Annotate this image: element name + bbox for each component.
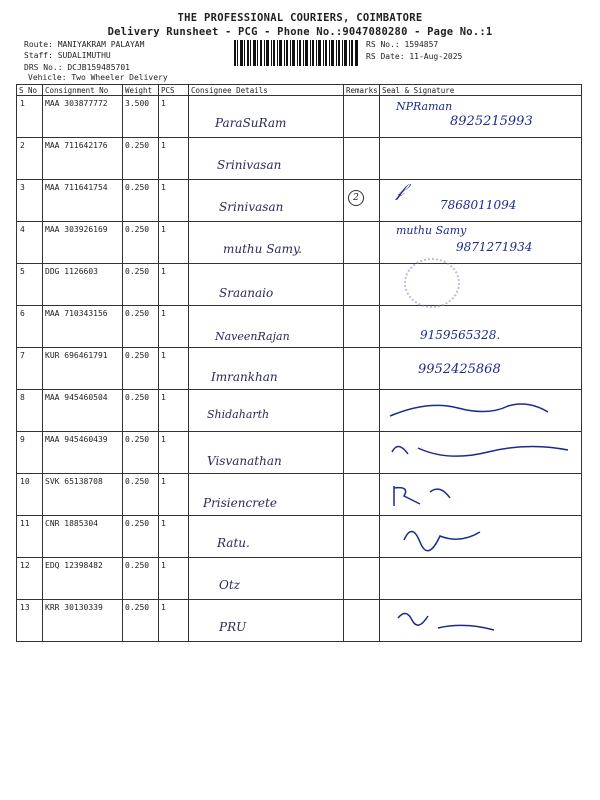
cell-remarks xyxy=(344,348,380,390)
cell-consignment: MAA 710343156 xyxy=(43,306,123,348)
consignee-handwriting: Shidaharth xyxy=(207,408,270,421)
cell-consignment: MAA 711641754 xyxy=(43,180,123,222)
cell-pcs: 1 xyxy=(159,264,189,306)
cell-weight: 0.250 xyxy=(123,474,159,516)
cell-signature xyxy=(380,96,582,138)
cell-signature xyxy=(380,264,582,306)
cell-consignee xyxy=(189,138,344,180)
cell-consignee xyxy=(189,516,344,558)
staff-label: Staff: SUDALIMUTHU xyxy=(24,51,111,60)
cell-consignee xyxy=(189,474,344,516)
table-row xyxy=(17,432,582,474)
cell-sno: 13 xyxy=(17,600,43,642)
cell-weight: 0.250 xyxy=(123,264,159,306)
cell-signature xyxy=(380,348,582,390)
cell-consignment: SVK 65138708 xyxy=(43,474,123,516)
cell-weight: 0.250 xyxy=(123,516,159,558)
header-sno: S No xyxy=(17,85,43,96)
table-row xyxy=(17,306,582,348)
table-row xyxy=(17,390,582,432)
cell-pcs: 1 xyxy=(159,432,189,474)
cell-pcs: 1 xyxy=(159,222,189,264)
cell-consignment: DDG 1126603 xyxy=(43,264,123,306)
cell-pcs: 1 xyxy=(159,348,189,390)
cell-sno: 12 xyxy=(17,558,43,600)
consignee-handwriting: ParaSuRam xyxy=(215,116,287,130)
cell-signature xyxy=(380,222,582,264)
table-header-row xyxy=(17,85,582,96)
cell-remarks xyxy=(344,390,380,432)
signature-handwriting: muthu Samy xyxy=(396,224,467,237)
table-row xyxy=(17,264,582,306)
cell-remarks xyxy=(344,600,380,642)
cell-signature xyxy=(380,390,582,432)
cell-consignee xyxy=(189,348,344,390)
consignee-handwriting: muthu Samy. xyxy=(223,242,302,256)
cell-remarks xyxy=(344,222,380,264)
header-seal-signature: Seal & Signature xyxy=(380,85,582,96)
consignee-handwriting: Prisiencrete xyxy=(203,496,277,510)
cell-pcs: 1 xyxy=(159,558,189,600)
cell-remarks xyxy=(344,138,380,180)
signature-handwriting: NPRaman xyxy=(396,100,453,113)
cell-sno: 8 xyxy=(17,390,43,432)
cell-signature xyxy=(380,432,582,474)
cell-consignee xyxy=(189,306,344,348)
cell-pcs: 1 xyxy=(159,180,189,222)
route-label: Route: MANIYAKRAM PALAYAM xyxy=(24,40,145,49)
table-row xyxy=(17,180,582,222)
consignee-handwriting: Imrankhan xyxy=(211,370,278,384)
cell-remarks xyxy=(344,516,380,558)
header-consignment: Consignment No xyxy=(43,85,123,96)
cell-pcs: 1 xyxy=(159,390,189,432)
company-title: THE PROFESSIONAL COURIERS, COIMBATORE xyxy=(177,12,423,24)
cell-weight: 0.250 xyxy=(123,306,159,348)
header-consignee: Consignee Details xyxy=(189,85,344,96)
cell-consignee xyxy=(189,222,344,264)
cell-signature xyxy=(380,180,582,222)
table-row xyxy=(17,96,582,138)
runsheet-subtitle: Delivery Runsheet - PCG - Phone No.:9047080280 - Page No.:1 xyxy=(107,26,493,38)
cell-consignment: MAA 711642176 xyxy=(43,138,123,180)
cell-remarks xyxy=(344,558,380,600)
signature-scribble-icon xyxy=(388,396,568,424)
signature-scribble-icon xyxy=(400,520,500,552)
consignee-handwriting: Srinivasan xyxy=(217,158,282,172)
cell-pcs: 1 xyxy=(159,96,189,138)
cell-weight: 0.250 xyxy=(123,558,159,600)
signature-mark-icon: 𝒻 xyxy=(396,180,405,201)
signature-scribble-icon xyxy=(394,604,514,636)
cell-sno: 5 xyxy=(17,264,43,306)
cell-remarks xyxy=(344,264,380,306)
consignee-handwriting: Srinivasan xyxy=(219,200,284,214)
signature-phone: 9159565328. xyxy=(420,328,501,342)
cell-signature xyxy=(380,516,582,558)
consignee-handwriting: Sraanaio xyxy=(219,286,274,300)
barcode xyxy=(234,40,358,66)
cell-pcs: 1 xyxy=(159,306,189,348)
table-row xyxy=(17,222,582,264)
cell-weight: 0.250 xyxy=(123,138,159,180)
consignee-handwriting: NaveenRajan xyxy=(215,330,290,343)
cell-sno: 1 xyxy=(17,96,43,138)
cell-weight: 0.250 xyxy=(123,180,159,222)
cell-sno: 6 xyxy=(17,306,43,348)
cell-weight: 0.250 xyxy=(123,222,159,264)
cell-weight: 0.250 xyxy=(123,348,159,390)
cell-remarks xyxy=(344,180,380,222)
table-row xyxy=(17,348,582,390)
consignee-handwriting: Ratu. xyxy=(217,536,250,550)
cell-consignee xyxy=(189,558,344,600)
cell-consignee xyxy=(189,600,344,642)
cell-remarks xyxy=(344,474,380,516)
cell-consignee xyxy=(189,180,344,222)
cell-sno: 11 xyxy=(17,516,43,558)
vehicle-label: Vehicle: Two Wheeler Delivery xyxy=(28,73,168,82)
header-pcs: PCS xyxy=(159,85,189,96)
table-row xyxy=(17,558,582,600)
header-weight: Weight xyxy=(123,85,159,96)
stamp-icon xyxy=(404,258,460,308)
cell-weight: 0.250 xyxy=(123,600,159,642)
rs-date: RS Date: 11-Aug-2025 xyxy=(366,52,463,61)
table-row xyxy=(17,600,582,642)
cell-signature xyxy=(380,138,582,180)
cell-consignment: MAA 945460504 xyxy=(43,390,123,432)
runsheet-table xyxy=(16,84,582,642)
signature-scribble-icon xyxy=(390,480,470,510)
cell-sno: 3 xyxy=(17,180,43,222)
consignee-handwriting: Visvanathan xyxy=(207,454,282,468)
cell-sno: 10 xyxy=(17,474,43,516)
cell-consignment: KRR 30130339 xyxy=(43,600,123,642)
cell-signature xyxy=(380,306,582,348)
table-row xyxy=(17,138,582,180)
consignee-handwriting: PRU xyxy=(219,620,247,634)
cell-consignment: MAA 945460439 xyxy=(43,432,123,474)
cell-remarks xyxy=(344,432,380,474)
drs-number: DRS No.: DCJB159485701 xyxy=(24,63,130,72)
table-row xyxy=(17,516,582,558)
cell-consignment: CNR 1885304 xyxy=(43,516,123,558)
cell-signature xyxy=(380,600,582,642)
signature-phone: 9871271934 xyxy=(456,240,533,254)
remark-circled-number: 2 xyxy=(348,190,364,206)
table-row xyxy=(17,474,582,516)
cell-remarks xyxy=(344,306,380,348)
cell-sno: 7 xyxy=(17,348,43,390)
cell-consignee xyxy=(189,390,344,432)
cell-consignee xyxy=(189,264,344,306)
consignee-handwriting: Otz xyxy=(219,578,240,592)
cell-weight: 0.250 xyxy=(123,432,159,474)
cell-consignment: EDQ 12398482 xyxy=(43,558,123,600)
signature-scribble-icon xyxy=(388,438,578,466)
cell-signature xyxy=(380,558,582,600)
cell-weight: 3.500 xyxy=(123,96,159,138)
cell-pcs: 1 xyxy=(159,474,189,516)
cell-pcs: 1 xyxy=(159,600,189,642)
signature-phone: 7868011094 xyxy=(440,198,517,212)
cell-weight: 0.250 xyxy=(123,390,159,432)
cell-signature xyxy=(380,474,582,516)
cell-pcs: 1 xyxy=(159,516,189,558)
cell-consignment: KUR 696461791 xyxy=(43,348,123,390)
cell-consignee xyxy=(189,96,344,138)
cell-sno: 9 xyxy=(17,432,43,474)
rs-number: RS No.: 1594857 xyxy=(366,40,439,49)
signature-phone: 9952425868 xyxy=(418,362,501,377)
cell-sno: 2 xyxy=(17,138,43,180)
header-remarks: Remarks xyxy=(344,85,380,96)
signature-phone: 8925215993 xyxy=(450,114,533,129)
cell-remarks xyxy=(344,96,380,138)
cell-consignment: MAA 303926169 xyxy=(43,222,123,264)
cell-consignee xyxy=(189,432,344,474)
cell-consignment: MAA 303877772 xyxy=(43,96,123,138)
cell-sno: 4 xyxy=(17,222,43,264)
cell-pcs: 1 xyxy=(159,138,189,180)
